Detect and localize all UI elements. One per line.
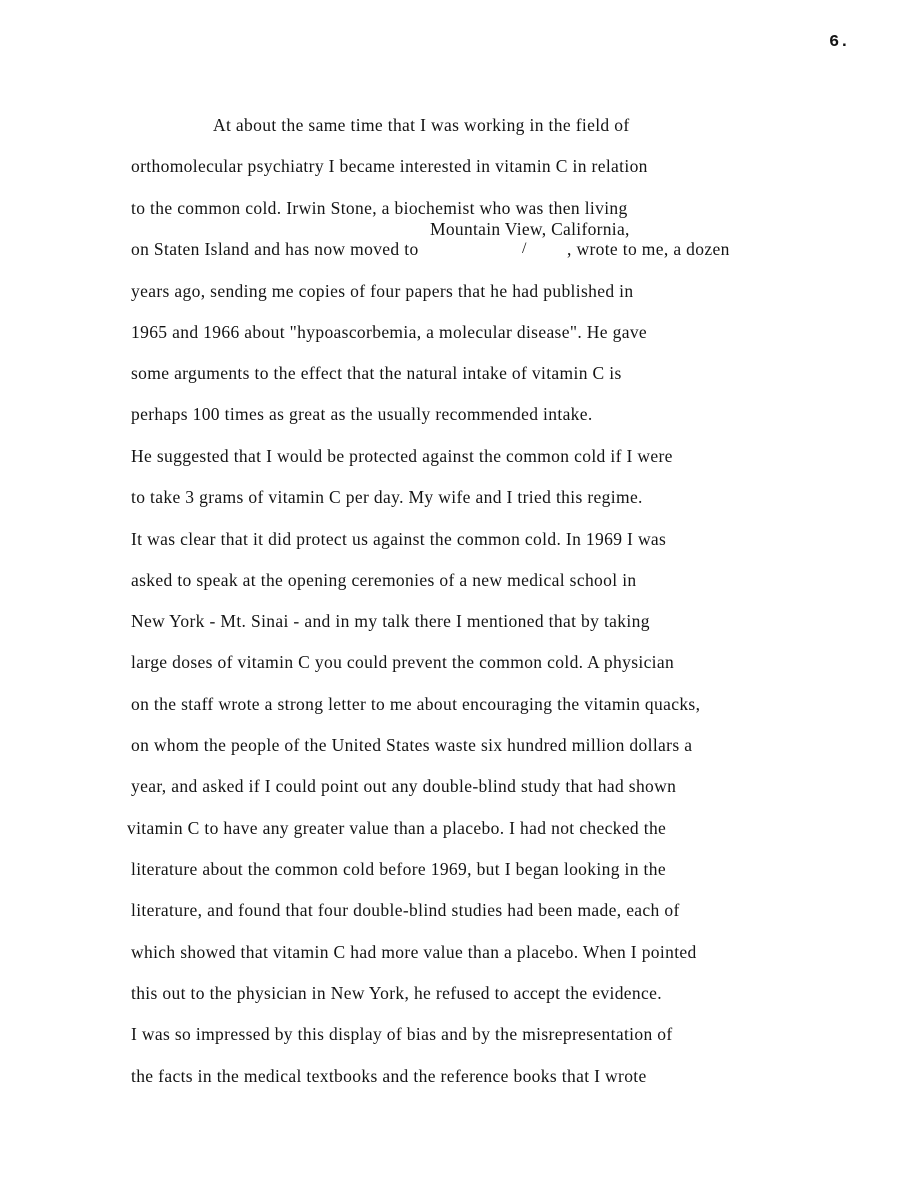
text-line: literature, and found that four double-blind studies had been made, each of (131, 900, 680, 920)
text-line: some arguments to the effect that the natural intake of vitamin C is (131, 363, 622, 383)
text-line: to take 3 grams of vitamin C per day. My wife and I tried this regime. (131, 487, 643, 507)
text-line: It was clear that it did protect us against the common cold. In 1969 I was (131, 529, 667, 549)
text-line: At about the same time that I was working in the field of (213, 115, 630, 135)
handwritten-insertion: Mountain View, California, (430, 219, 630, 239)
text-line: this out to the physician in New York, he refused to accept the evidence. (131, 983, 662, 1003)
text-line: large doses of vitamin C you could prevent the common cold. A physician (131, 652, 675, 672)
text-line: literature about the common cold before 1969, but I began looking in the (131, 859, 666, 879)
text-line: He suggested that I would be protected against the common cold if I were (131, 446, 673, 466)
page-number: 6. (829, 33, 850, 52)
text-line: to the common cold. Irwin Stone, a biochemist who was then living (131, 198, 628, 218)
text-line-continuation: , wrote to me, a dozen (567, 239, 730, 259)
text-line: the facts in the medical textbooks and the reference books that I wrote (131, 1066, 647, 1086)
text-line: New York - Mt. Sinai - and in my talk there I mentioned that by taking (131, 611, 650, 631)
text-line: perhaps 100 times as great as the usually recommended intake. (131, 404, 593, 424)
text-line: I was so impressed by this display of bias and by the misrepresentation of (131, 1024, 673, 1044)
text-line: orthomolecular psychiatry I became interested in vitamin C in relation (131, 156, 648, 176)
text-line: on Staten Island and has now moved to (131, 239, 419, 259)
text-line: vitamin C to have any greater value than a placebo. I had not checked the (127, 818, 667, 838)
insertion-caret-mark: / (522, 240, 527, 257)
text-line: year, and asked if I could point out any double-blind study that had shown (131, 776, 677, 796)
text-line: asked to speak at the opening ceremonies of a new medical school in (131, 570, 637, 590)
text-line: which showed that vitamin C had more value than a placebo. When I pointed (131, 942, 697, 962)
text-line: years ago, sending me copies of four papers that he had published in (131, 281, 634, 301)
text-line: on the staff wrote a strong letter to me about encouraging the vitamin quacks, (131, 694, 701, 714)
text-line: on whom the people of the United States waste six hundred million dollars a (131, 735, 693, 755)
text-line: 1965 and 1966 about "hypoascorbemia, a molecular disease". He gave (131, 322, 648, 342)
